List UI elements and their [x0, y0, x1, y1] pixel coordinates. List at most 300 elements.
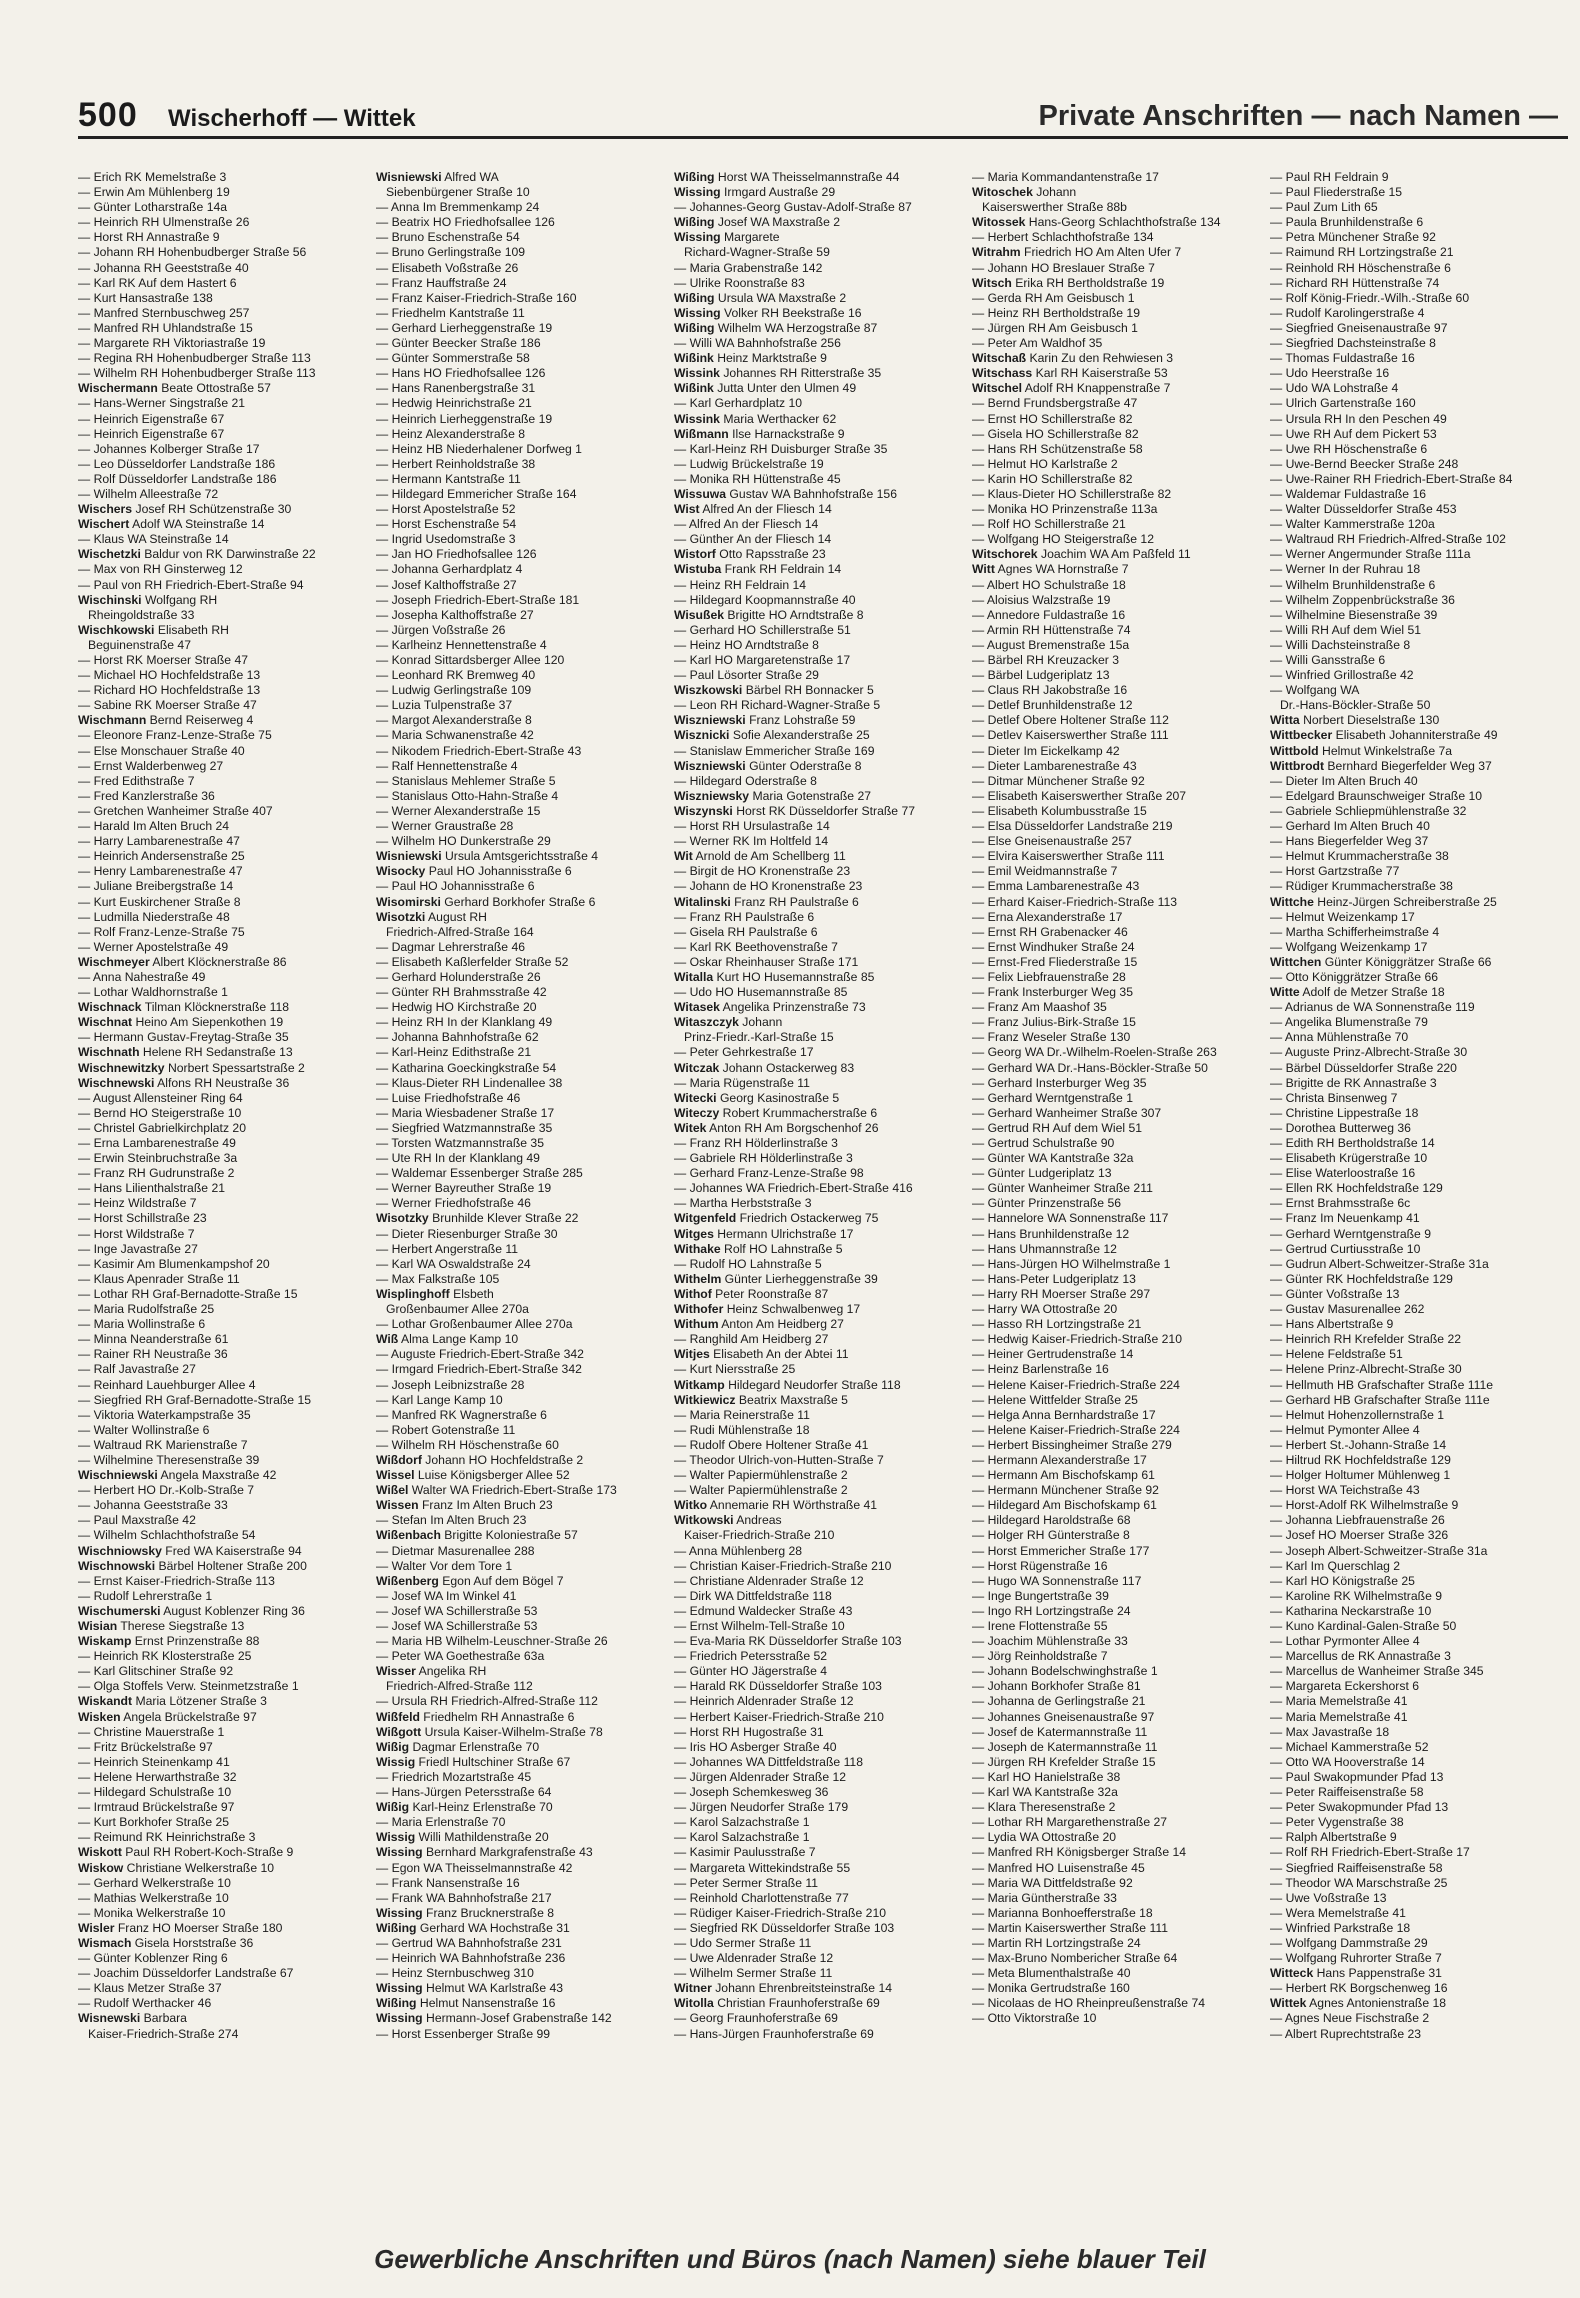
listing-entry: — Willi WA Bahnhofstraße 256	[674, 336, 841, 351]
listing-entry: Wissig Willi Mathildenstraße 20	[376, 1830, 549, 1845]
listing-entry: — Rudolf Karolingerstraße 4	[1270, 305, 1425, 320]
listing-entry: — Irmtraud Brückelstraße 97	[78, 1800, 235, 1815]
listing-entry: — Manfred RH Uhlandstraße 15	[78, 320, 253, 335]
listing-entry: — Heinz HO Arndtstraße 8	[674, 637, 819, 652]
listing-entry: — Wilhelm Sermer Straße 11	[674, 1966, 833, 1981]
listing-entry: — Kurt Euskirchener Straße 8	[78, 894, 241, 909]
name-range: Wischerhoff — Wittek	[168, 105, 416, 132]
listing-entry: — Irene Flottenstraße 55	[972, 1619, 1108, 1633]
listing-entry: — Hans HO Friedhofsallee 126	[376, 366, 546, 381]
listing-entry: — Johannes Gneisenaustraße 97	[972, 1709, 1155, 1724]
listing-entry: Witalinski Franz RH Paulstraße 6	[674, 894, 859, 909]
listing-entry: Wischnath Helene RH Sedanstraße 13	[78, 1045, 293, 1060]
listing-entry: Wittbold Helmut Winkelstraße 7a	[1270, 743, 1453, 758]
listing-entry: — Karl RK Auf dem Hastert 6	[78, 275, 237, 290]
listing-entry: Wisotzki August RH	[376, 909, 487, 924]
listing-entry: — Erwin Am Mühlenberg 19	[78, 185, 230, 200]
listing-entry: Wisler Franz HO Moerser Straße 180	[78, 1920, 283, 1935]
listing-entry: — Willi RH Auf dem Wiel 51	[1270, 622, 1422, 637]
listing-entry: — Edmund Waldecker Straße 43	[674, 1603, 853, 1618]
listing-entry: Wischnat Heino Am Siepenkothen 19	[78, 1015, 284, 1030]
listing-entry: Witkowski Andreas	[674, 1513, 782, 1528]
listing-entry: Witasek Angelika Prinzenstraße 73	[674, 1000, 866, 1015]
listing-entry: — Marcellus de RK Annastraße 3	[1270, 1649, 1451, 1664]
column-5	[1270, 170, 1560, 2042]
listing-entry: — Erna Lambarenestraße 49	[78, 1136, 236, 1150]
listing-entry: — Heinrich RK Klosterstraße 25	[78, 1649, 252, 1664]
listing-entry: — Katharina Neckarstraße 10	[1270, 1603, 1432, 1618]
listing-entry: Wischniowsky Fred WA Kaiserstraße 94	[78, 1543, 302, 1558]
listing-entry: — Werner Graustraße 28	[376, 819, 514, 834]
listing-entry: — Wilhelm Zoppenbrückstraße 36	[1270, 592, 1455, 607]
listing-entry: — Christian Kaiser-Friedrich-Straße 210	[674, 1558, 892, 1573]
listing-entry: — Willi Gansstraße 6	[1270, 653, 1386, 667]
listing-entry: — Rüdiger Krummacherstraße 38	[1270, 879, 1453, 894]
listing-entry: Wißing Helmut Nansenstraße 16	[376, 1996, 556, 2011]
listing-entry: Witalla Kurt HO Husemannstraße 85	[674, 969, 875, 984]
listing-entry: — Franz Im Neuenkamp 41	[1270, 1211, 1420, 1226]
listing-entry: — Karl-Heinz Edithstraße 21	[376, 1045, 532, 1060]
listing-entry: Wißdorf Johann HO Hochfeldstraße 2	[376, 1452, 584, 1467]
listing-entry: — Margot Alexanderstraße 8	[376, 713, 532, 728]
listing-entry: Witges Hermann Ulrichstraße 17	[674, 1226, 854, 1241]
listing-entry: — Joachim Mühlenstraße 33	[972, 1634, 1128, 1649]
listing-entry: — Winfried Grillostraße 42	[1270, 668, 1414, 683]
listing-entry: — Werner Apostelstraße 49	[78, 939, 229, 954]
listing-entry: — Max Falkstraße 105	[376, 1271, 500, 1286]
listing-entry: Wischkowski Elisabeth RH	[78, 622, 229, 637]
listing-entry: — Horst RH Ursulastraße 14	[674, 819, 830, 834]
listing-entry: Wißing Wilhelm WA Herzogstraße 87	[674, 320, 878, 335]
listing-entry: — Manfred Sternbuschweg 257	[78, 305, 250, 320]
listing-entry: — Karl HO Königstraße 25	[1270, 1573, 1415, 1588]
listing-entry: — Richard HO Hochfeldstraße 13	[78, 683, 261, 698]
listing-entry: — Johanna de Gerlingstraße 21	[972, 1694, 1146, 1709]
listing-entry: — Helmut HO Karlstraße 2	[972, 456, 1118, 471]
listing-entry: — Günter Lotharstraße 14a	[78, 200, 228, 215]
listing-entry: — Ernst Windhuker Straße 24	[972, 939, 1135, 954]
listing-entry: Wischmann Bernd Reiserweg 4	[78, 713, 254, 728]
listing-entry: — Hans-Jürgen Petersstraße 64	[376, 1785, 552, 1800]
listing-columns	[78, 170, 1568, 2225]
listing-entry: — Werner Friedhofstraße 46	[376, 1196, 531, 1211]
listing-entry: Witschass Karl RH Kaiserstraße 53	[972, 366, 1168, 381]
listing-entry: Witjes Elisabeth An der Abtei 11	[674, 1347, 849, 1362]
listing-entry: — Günter Prinzenstraße 56	[972, 1196, 1122, 1211]
listing-entry: — Horst Apostelstraße 52	[376, 502, 516, 517]
listing-entry: — Nicolaas de HO Rheinpreußenstraße 74	[972, 1996, 1206, 2011]
listing-entry: Wisniewski Ursula Amtsgerichtsstraße 4	[376, 849, 599, 864]
listing-entry: Withum Anton Am Heidberg 27	[674, 1317, 844, 1332]
listing-entry: — Ditmar Münchener Straße 92	[972, 773, 1145, 788]
listing-entry: Wißing Josef WA Maxstraße 2	[674, 215, 841, 230]
listing-entry: — Ernst Walderbenweg 27	[78, 758, 224, 773]
listing-entry: — Kuno Kardinal-Galen-Straße 50	[1270, 1619, 1457, 1633]
listing-entry: — Josepha Kalthoffstraße 27	[376, 607, 534, 622]
listing-entry: — Horst Rügenstraße 16	[972, 1558, 1108, 1573]
listing-entry: — Ingrid Usedomstraße 3	[376, 532, 516, 547]
listing-entry: — Wolfgang Dammstraße 29	[1270, 1935, 1428, 1950]
listing-entry: — Gerda RH Am Geisbusch 1	[972, 290, 1135, 305]
listing-entry: — Luzia Tulpenstraße 37	[376, 698, 513, 713]
listing-entry: — Ute RH In der Klanklang 49	[376, 1151, 540, 1166]
listing-entry: — Anna Nahestraße 49	[78, 969, 206, 984]
listing-entry: Wißig Dagmar Erlenstraße 70	[376, 1739, 540, 1754]
listing-entry: Wiszynski Horst RK Düsseldorfer Straße 77	[674, 803, 916, 818]
listing-entry: Wissing Volker RH Beekstraße 16	[674, 305, 862, 320]
listing-entry: — Anna Mühlenstraße 70	[1270, 1030, 1409, 1045]
listing-entry: — Helmut Hohenzollernstraße 1	[1270, 1407, 1445, 1422]
listing-entry: Wiszkowski Bärbel RH Bonnacker 5	[674, 683, 874, 698]
listing-entry: — Karoline RK Wilhelmstraße 9	[1270, 1588, 1443, 1603]
listing-entry: — Heinz RH Bertholdstraße 19	[972, 305, 1140, 320]
listing-entry: — Wilhelm RH Hohenbudberger Straße 113	[78, 366, 316, 381]
listing-entry: — Monika HO Prinzenstraße 113a	[972, 502, 1158, 517]
listing-entry: — Hedwig Heinrichstraße 21	[376, 396, 532, 411]
listing-entry: — Kasimir Am Blumenkampshof 20	[78, 1256, 270, 1271]
column-1	[78, 170, 368, 2042]
listing-entry: Withofer Heinz Schwalbenweg 17	[674, 1302, 861, 1317]
listing-entry: — Udo WA Lohstraße 4	[1270, 381, 1399, 396]
listing-entry: Witecki Georg Kasinostraße 5	[674, 1090, 840, 1105]
listing-entry: — Paul RH Feldrain 9	[1270, 170, 1389, 184]
listing-entry: Friedrich-Alfred-Straße 112	[386, 1679, 533, 1694]
listing-entry: Wiszniewski Günter Oderstraße 8	[674, 758, 862, 773]
listing-entry: Wiskott Paul RH Robert-Koch-Straße 9	[78, 1845, 294, 1860]
listing-entry: Wissig Friedl Hultschiner Straße 67	[376, 1754, 571, 1769]
listing-entry: — Waltraud RK Marienstraße 7	[78, 1437, 248, 1452]
listing-entry: — Helmut Krummacherstraße 38	[1270, 849, 1449, 864]
listing-entry: — Johannes-Georg Gustav-Adolf-Straße 87	[674, 200, 912, 215]
listing-entry: — Ulrike Roonstraße 83	[674, 275, 805, 290]
listing-entry: — Josef HO Moerser Straße 326	[1270, 1528, 1449, 1543]
listing-entry: Wismach Gisela Horststraße 36	[78, 1935, 254, 1950]
listing-entry: — Siegfried Dachsteinstraße 8	[1270, 336, 1436, 351]
listing-entry: — Jürgen Voßstraße 26	[376, 622, 506, 637]
listing-entry: — Heinrich RH Krefelder Straße 22	[1270, 1332, 1462, 1347]
listing-entry: — Emma Lambarenestraße 43	[972, 879, 1140, 894]
listing-entry: — Helene Herwarthstraße 32	[78, 1769, 237, 1784]
listing-entry: — Maria Kommandantenstraße 17	[972, 170, 1159, 184]
listing-entry: — Friedrich Petersstraße 52	[674, 1649, 828, 1664]
listing-entry: — Josef WA Schillerstraße 53	[376, 1619, 538, 1633]
listing-entry: — Heinz HB Niederhalener Dorfweg 1	[376, 441, 582, 456]
listing-entry: Wissel Luise Königsberger Allee 52	[376, 1468, 570, 1483]
listing-entry: — Hermann Gustav-Freytag-Straße 35	[78, 1030, 289, 1045]
listing-entry: — Horst Wildstraße 7	[78, 1226, 195, 1241]
listing-entry: Wiszniewsky Maria Gotenstraße 27	[674, 788, 872, 803]
listing-entry: — Theodor WA Marschstraße 25	[1270, 1875, 1448, 1890]
listing-entry: Witrahm Friedrich HO Am Alten Ufer 7	[972, 245, 1182, 260]
listing-entry: — Uwe-Rainer RH Friedrich-Ebert-Straße 84	[1270, 471, 1513, 486]
listing-entry: — Peter Vygenstraße 38	[1270, 1815, 1404, 1830]
listing-entry: Wischermann Beate Ottostraße 57	[78, 381, 271, 396]
listing-entry: — Johann RH Hohenbudberger Straße 56	[78, 245, 307, 260]
listing-entry: Wiszniewski Franz Lohstraße 59	[674, 713, 856, 728]
listing-entry: — Erwin Steinbruchstraße 3a	[78, 1151, 238, 1166]
listing-entry: — Luise Friedhofstraße 46	[376, 1090, 521, 1105]
listing-entry: — Eva-Maria RK Düsseldorfer Straße 103	[674, 1634, 902, 1649]
listing-entry: Wisotzky Brunhilde Klever Straße 22	[376, 1211, 579, 1226]
listing-entry: — Wilhelmine Biesenstraße 39	[1270, 607, 1438, 622]
listing-entry: Wiskandt Maria Lötzener Straße 3	[78, 1694, 267, 1709]
listing-entry: — Bruno Eschenstraße 54	[376, 230, 520, 245]
listing-entry: — Rudolf HO Lahnstraße 5	[674, 1256, 822, 1271]
listing-entry: — Udo Sermer Straße 11	[674, 1935, 812, 1950]
listing-entry: — Monika Gertrudstraße 160	[972, 1981, 1130, 1996]
listing-entry: — Stanislaus Otto-Hahn-Straße 4	[376, 788, 559, 803]
listing-entry: — Hans Uhmannstraße 12	[972, 1241, 1117, 1256]
listing-entry: — Torsten Watzmannstraße 35	[376, 1136, 544, 1150]
listing-entry: — Johanna Gerhardplatz 4	[376, 562, 523, 577]
listing-entry: — Elisabeth Krügerstraße 10	[1270, 1151, 1428, 1166]
listing-entry: — Peter Swakopmunder Pfad 13	[1270, 1800, 1449, 1815]
listing-entry: Witko Annemarie RH Wörthstraße 41	[674, 1498, 878, 1513]
listing-entry: — Maria Rudolfstraße 25	[78, 1302, 215, 1317]
listing-entry: Wissuwa Gustav WA Bahnhofstraße 156	[674, 486, 897, 501]
listing-entry: — Heinz Barlenstraße 16	[972, 1362, 1109, 1377]
listing-entry: — Jörg Reinholdstraße 7	[972, 1649, 1108, 1664]
listing-entry: Wiskamp Ernst Prinzenstraße 88	[78, 1634, 260, 1649]
listing-entry: — Martha Herbststraße 3	[674, 1196, 812, 1211]
listing-entry: — Gustav Masurenallee 262	[1270, 1302, 1425, 1317]
listing-entry: — Martin Kaiserswerther Straße 111	[972, 1920, 1168, 1935]
listing-entry: — Christa Binsenweg 7	[1270, 1090, 1398, 1105]
listing-entry: Wissink Johannes RH Ritterstraße 35	[674, 366, 882, 381]
listing-entry: Prinz-Friedr.-Karl-Straße 15	[684, 1030, 834, 1045]
listing-entry: — Paula Brunhildenstraße 6	[1270, 215, 1424, 230]
listing-entry: — Walter Wollinstraße 6	[78, 1422, 210, 1437]
listing-entry: — Monika Welkerstraße 10	[78, 1905, 226, 1920]
listing-entry: — Manfred RK Wagnerstraße 6	[376, 1407, 547, 1422]
listing-entry: — Elvira Kaiserswerther Straße 111	[972, 849, 1165, 864]
listing-entry: — Harry WA Ottostraße 20	[972, 1302, 1118, 1317]
listing-entry: — Friedrich Mozartstraße 45	[376, 1769, 532, 1784]
listing-entry: — Peter Am Waldhof 35	[972, 336, 1103, 351]
listing-entry: — Holger Holtumer Mühlenweg 1	[1270, 1468, 1451, 1483]
listing-entry: — Maria Rügenstraße 11	[674, 1075, 810, 1090]
listing-entry: — Else Gneisenaustraße 257	[972, 834, 1132, 849]
listing-entry: Wißing Ursula WA Maxstraße 2	[674, 290, 847, 305]
listing-entry: — Walter Düsseldorfer Straße 453	[1270, 502, 1457, 517]
listing-entry: Witschorek Joachim WA Am Paßfeld 11	[972, 547, 1191, 562]
listing-entry: — Paul HO Johannisstraße 6	[376, 879, 535, 894]
listing-entry: — Gerhard Wanheimer Straße 307	[972, 1105, 1162, 1120]
listing-entry: — Herbert RK Borgschenweg 16	[1270, 1981, 1448, 1996]
listing-entry: — Elisabeth Voßstraße 26	[376, 260, 519, 275]
listing-entry: — Johannes Kolberger Straße 17	[78, 441, 260, 456]
listing-entry: — August Allensteiner Ring 64	[78, 1090, 243, 1105]
listing-entry: — Maria Memelstraße 41	[1270, 1709, 1408, 1724]
listing-entry: — Franz RH Paulstraße 6	[674, 909, 815, 924]
listing-entry: — Bärbel RH Kreuzacker 3	[972, 653, 1119, 667]
listing-entry: — Josef WA Im Winkel 41	[376, 1588, 517, 1603]
listing-entry: — Jürgen Aldenrader Straße 12	[674, 1769, 847, 1784]
listing-entry: — Waldemar Essenberger Straße 285	[376, 1166, 583, 1181]
listing-entry: — Christine Mauerstraße 1	[78, 1724, 225, 1739]
listing-entry: — Hans RH Schützenstraße 58	[972, 441, 1143, 456]
listing-entry: Wisniewski Alfred WA	[376, 170, 499, 184]
listing-entry: — Gisela RH Paulstraße 6	[674, 924, 818, 939]
listing-entry: — Gretchen Wanheimer Straße 407	[78, 803, 273, 818]
listing-entry: Wissen Franz Im Alten Bruch 23	[376, 1498, 553, 1513]
listing-entry: Wisocky Paul HO Johannisstraße 6	[376, 864, 572, 879]
listing-entry: — Helmut Pymonter Allee 4	[1270, 1422, 1420, 1437]
listing-entry: — Elisabeth Kaßlerfelder Straße 52	[376, 954, 569, 969]
listing-entry: — Wolfgang HO Steigerstraße 12	[972, 532, 1154, 547]
listing-entry: — Heinz Alexanderstraße 8	[376, 426, 526, 441]
listing-entry: Witgenfeld Friedrich Ostackerweg 75	[674, 1211, 879, 1226]
listing-entry: — Klaus WA Steinstraße 14	[78, 532, 229, 547]
listing-entry: — Albert Ruprechtstraße 23	[1270, 2026, 1422, 2041]
listing-entry: Witta Norbert Dieselstraße 130	[1270, 713, 1440, 728]
listing-entry: — Gabriele Schliepmühlenstraße 32	[1270, 803, 1467, 818]
listing-entry: — Hans Albertstraße 9	[1270, 1317, 1394, 1332]
listing-entry: — Olga Stoffels Verw. Steinmetzstraße 1	[78, 1679, 299, 1694]
listing-entry: — Alfred An der Fliesch 14	[674, 517, 819, 532]
listing-entry: — Lothar RH Margarethenstraße 27	[972, 1815, 1168, 1830]
listing-entry: — Emil Weidmannstraße 7	[972, 864, 1118, 879]
listing-entry: — Rudolf Lehrerstraße 1	[78, 1588, 213, 1603]
listing-entry: — Leon RH Richard-Wagner-Straße 5	[674, 698, 881, 713]
listing-entry: — Günter Wanheimer Straße 211	[972, 1181, 1153, 1196]
listing-entry: — Rolf Düsseldorfer Landstraße 186	[78, 471, 277, 486]
listing-entry: — Herbert Bissingheimer Straße 279	[972, 1437, 1172, 1452]
listing-entry: — Frank Insterburger Weg 35	[972, 985, 1133, 1000]
listing-entry: — Ralf Hennettenstraße 4	[376, 758, 518, 773]
listing-entry: — Johannes WA Friedrich-Ebert-Straße 416	[674, 1181, 913, 1196]
listing-entry: — Siegfried RH Graf-Bernadotte-Straße 15	[78, 1392, 312, 1407]
listing-entry: — Karl WA Kantstraße 32a	[972, 1785, 1118, 1800]
listing-entry: — Helene Feldstraße 51	[1270, 1347, 1403, 1362]
listing-entry: — Gerhard Franz-Lenze-Straße 98	[674, 1166, 864, 1181]
listing-entry: — Günter Koblenzer Ring 6	[78, 1951, 228, 1966]
listing-entry: — Günter Voßstraße 13	[1270, 1286, 1400, 1301]
listing-entry: — Ernst-Fred Fliederstraße 15	[972, 954, 1138, 969]
listing-entry: — Irmgard Friedrich-Ebert-Straße 342	[376, 1362, 582, 1377]
listing-entry: — Klara Theresenstraße 2	[972, 1800, 1116, 1815]
listing-entry: — Hannelore WA Sonnenstraße 117	[972, 1211, 1169, 1226]
listing-entry: — Hans Biegerfelder Weg 37	[1270, 834, 1429, 849]
listing-entry: — Heinz Sternbuschweg 310	[376, 1966, 534, 1981]
listing-entry: — Werner Angermunder Straße 111a	[1270, 547, 1471, 562]
listing-entry: — Georg WA Dr.-Wilhelm-Roelen-Straße 263	[972, 1045, 1217, 1060]
listing-entry: — Karlheinz Hennettenstraße 4	[376, 637, 547, 652]
section-title: Private Anschriften — nach Namen —	[1038, 100, 1558, 132]
listing-entry: Wischnowski Bärbel Holtener Straße 200	[78, 1558, 307, 1573]
listing-entry: — Ernst Brahmsstraße 6c	[1270, 1196, 1411, 1211]
listing-entry: — Regina RH Hohenbudberger Straße 113	[78, 351, 311, 366]
listing-entry: Witsch Erika RH Bertholdstraße 19	[972, 275, 1165, 290]
listing-entry: Wissing Irmgard Austraße 29	[674, 185, 836, 200]
listing-entry: — Horst Emmericher Straße 177	[972, 1543, 1150, 1558]
listing-entry: — Leonhard RK Bremweg 40	[376, 668, 536, 683]
listing-entry: — Gertrud WA Bahnhofstraße 231	[376, 1935, 562, 1950]
listing-entry: — Henry Lambarenestraße 47	[78, 864, 243, 879]
listing-entry: — Günter RK Hochfeldstraße 129	[1270, 1271, 1453, 1286]
listing-entry: — Ernst Wilhelm-Tell-Straße 10	[674, 1619, 845, 1633]
listing-entry: — Heinrich Steinenkamp 41	[78, 1754, 230, 1769]
listing-entry: — Elise Waterloostraße 16	[1270, 1166, 1416, 1181]
listing-entry: — Hermann Alexanderstraße 17	[972, 1452, 1147, 1467]
listing-entry: — Reinhold RH Höschenstraße 6	[1270, 260, 1451, 275]
listing-entry: — Viktoria Waterkampstraße 35	[78, 1407, 251, 1422]
listing-entry: — Bernd HO Steigerstraße 10	[78, 1105, 242, 1120]
listing-entry: — Lothar Großenbaumer Allee 270a	[376, 1317, 573, 1332]
listing-entry: — Udo HO Husemannstraße 85	[674, 985, 848, 1000]
listing-entry: Witner Johann Ehrenbreitsteinstraße 14	[674, 1981, 893, 1996]
listing-entry: — Bärbel Ludgeriplatz 13	[972, 668, 1110, 683]
listing-entry: — Rüdiger Kaiser-Friedrich-Straße 210	[674, 1905, 887, 1920]
listing-entry: Wischumerski August Koblenzer Ring 36	[78, 1603, 305, 1618]
listing-entry: — Paul Lösorter Straße 29	[674, 668, 819, 683]
listing-entry: — Josef de Katermannstraße 11	[972, 1724, 1148, 1739]
listing-entry: — Meta Blumenthalstraße 40	[972, 1966, 1131, 1981]
listing-entry: — Horst RH Annastraße 9	[78, 230, 220, 245]
listing-entry: — Wilhelm Schlachthofstraße 54	[78, 1528, 256, 1543]
listing-entry: — Harry Lambarenestraße 47	[78, 834, 240, 849]
listing-entry: — Edith RH Bertholdstraße 14	[1270, 1136, 1435, 1150]
listing-entry: Beguinenstraße 47	[88, 637, 191, 652]
listing-entry: — Max Javastraße 18	[1270, 1724, 1390, 1739]
listing-entry: — Michael HO Hochfeldstraße 13	[78, 668, 261, 683]
listing-entry: Wisplinghoff Elsbeth	[376, 1286, 494, 1301]
listing-entry: — Holger RH Günterstraße 8	[972, 1528, 1130, 1543]
listing-entry: — Franz Am Maashof 35	[972, 1000, 1107, 1015]
page-number: 500	[78, 96, 138, 134]
listing-entry: — Franz Hauffstraße 24	[376, 275, 507, 290]
listing-entry: — Gudrun Albert-Schweitzer-Straße 31a	[1270, 1256, 1489, 1271]
listing-entry: — Gabriele RH Hölderlinstraße 3	[674, 1151, 853, 1166]
listing-entry: — Ralph Albertstraße 9	[1270, 1830, 1397, 1845]
listing-entry: Wiß Alma Lange Kamp 10	[376, 1332, 519, 1347]
listing-entry: — Detlef Brunhildenstraße 12	[972, 698, 1133, 713]
listing-entry: — Dieter Im Eickelkamp 42	[972, 743, 1120, 758]
listing-entry: — Ulrich Gartenstraße 160	[1270, 396, 1416, 411]
listing-entry: — Aloisius Walzstraße 19	[972, 592, 1111, 607]
listing-entry: — Martha Schifferheimstraße 4	[1270, 924, 1440, 939]
listing-entry: Wiskow Christiane Welkerstraße 10	[78, 1860, 275, 1875]
listing-entry: — Inge Bungertstraße 39	[972, 1588, 1109, 1603]
listing-entry: — Heiner Gertrudenstraße 14	[972, 1347, 1134, 1362]
listing-entry: — Rudolf Werthacker 46	[78, 1996, 212, 2011]
listing-entry: — Reinhard Lauehburger Allee 4	[78, 1377, 256, 1392]
listing-entry: — Agnes Neue Fischstraße 2	[1270, 2011, 1430, 2026]
listing-entry: Witeczy Robert Krummacherstraße 6	[674, 1105, 878, 1120]
listing-entry: — Uwe-Bernd Beecker Straße 248	[1270, 456, 1459, 471]
column-4	[972, 170, 1262, 2027]
listing-entry: Wisken Angela Brückelstraße 97	[78, 1709, 257, 1724]
listing-entry: — Willi Dachsteinstraße 8	[1270, 637, 1411, 652]
listing-entry: Wist Alfred An der Fliesch 14	[674, 502, 832, 517]
listing-entry: — Auguste Prinz-Albrecht-Straße 30	[1270, 1045, 1468, 1060]
listing-entry: — Uwe Aldenrader Straße 12	[674, 1951, 834, 1966]
listing-entry: — Inge Javastraße 27	[78, 1241, 198, 1256]
listing-entry: — Maria Wollinstraße 6	[78, 1317, 206, 1332]
listing-entry: — Reimund RK Heinrichstraße 3	[78, 1830, 256, 1845]
listing-entry: — Wilhelmine Theresenstraße 39	[78, 1452, 260, 1467]
listing-entry: — Heinz RH Feldrain 14	[674, 577, 807, 592]
listing-entry: Wißenberg Egon Auf dem Bögel 7	[376, 1573, 564, 1588]
listing-entry: Wischnack Tilman Klöcknerstraße 118	[78, 1000, 290, 1015]
listing-entry: — Werner In der Ruhrau 18	[1270, 562, 1421, 577]
listing-entry: — Walter Papiermühlenstraße 2	[674, 1483, 848, 1498]
listing-entry: — Gertrud RH Auf dem Wiel 51	[972, 1120, 1143, 1135]
listing-entry: Wißing Gerhard WA Hochstraße 31	[376, 1920, 570, 1935]
listing-entry: — Klaus-Dieter HO Schillerstraße 82	[972, 486, 1172, 501]
listing-entry: Wittchen Günter Königgrätzer Straße 66	[1270, 954, 1492, 969]
listing-entry: Wissing Franz Brucknerstraße 8	[376, 1905, 555, 1920]
